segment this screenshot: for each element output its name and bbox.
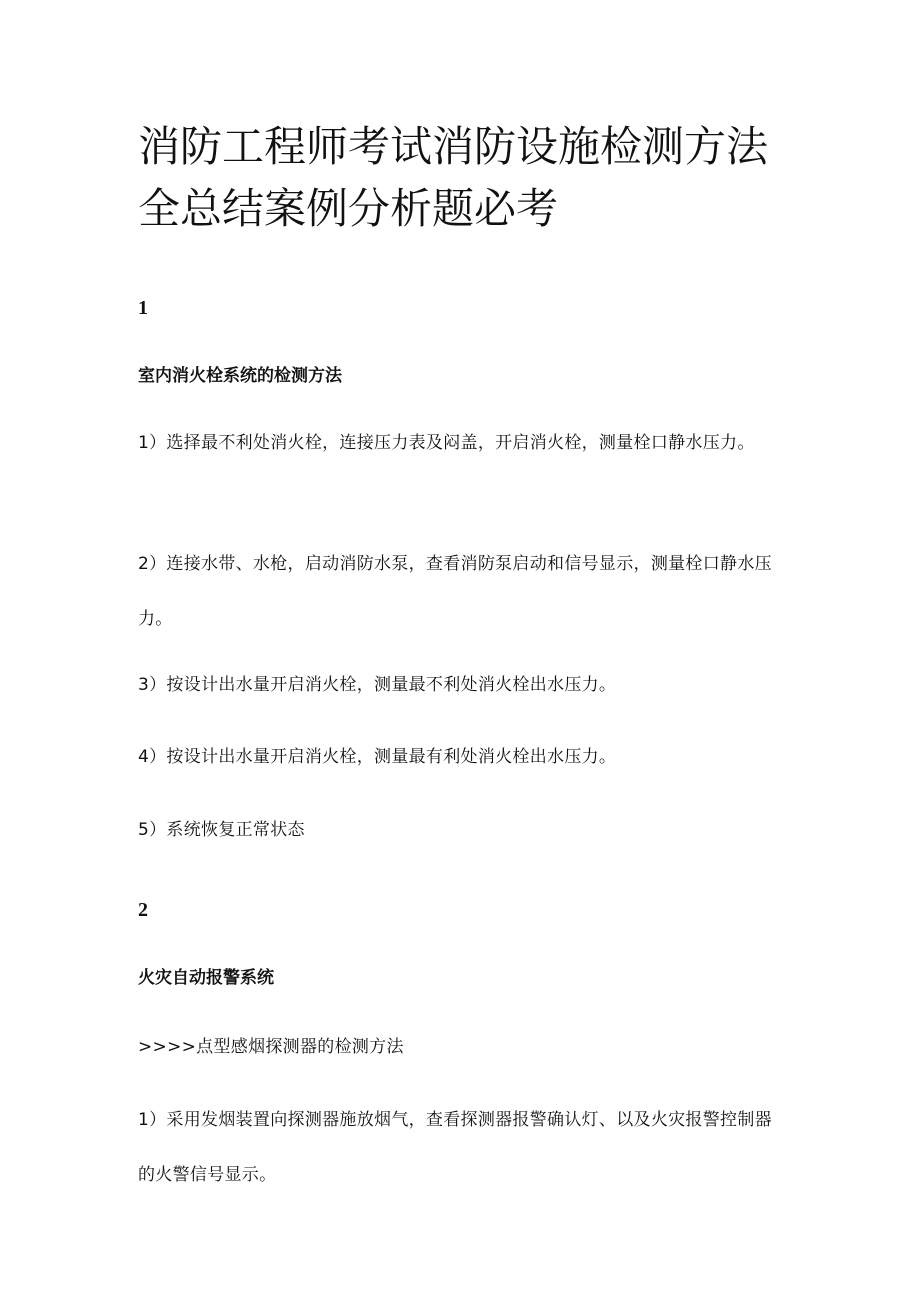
section-number-1: 1 bbox=[138, 297, 148, 319]
section-number-2: 2 bbox=[138, 899, 148, 921]
section-subheading: >>>>点型感烟探测器的检测方法 bbox=[138, 1037, 404, 1057]
section-heading-1: 室内消火栓系统的检测方法 bbox=[138, 366, 342, 386]
list-item: 1）采用发烟装置向探测器施放烟气，查看探测器报警确认灯、以及火灾报警控制器的火警信号显示。 bbox=[138, 1110, 772, 1185]
section-heading-2: 火灾自动报警系统 bbox=[138, 968, 274, 988]
document-title: 消防工程师考试消防设施检测方法全总结案例分析题必考 bbox=[138, 122, 769, 233]
list-item: 2）连接水带、水枪，启动消防水泵，查看消防泵启动和信号显示，测量栓口静水压力。 bbox=[138, 554, 772, 629]
list-item: 4）按设计出水量开启消火栓，测量最有利处消火栓出水压力。 bbox=[138, 747, 617, 767]
list-item: 3）按设计出水量开启消火栓，测量最不利处消火栓出水压力。 bbox=[138, 675, 617, 695]
list-item: 1）选择最不利处消火栓，连接压力表及闷盖，开启消火栓，测量栓口静水压力。 bbox=[138, 433, 755, 453]
list-item: 5）系统恢复正常状态 bbox=[138, 820, 305, 840]
